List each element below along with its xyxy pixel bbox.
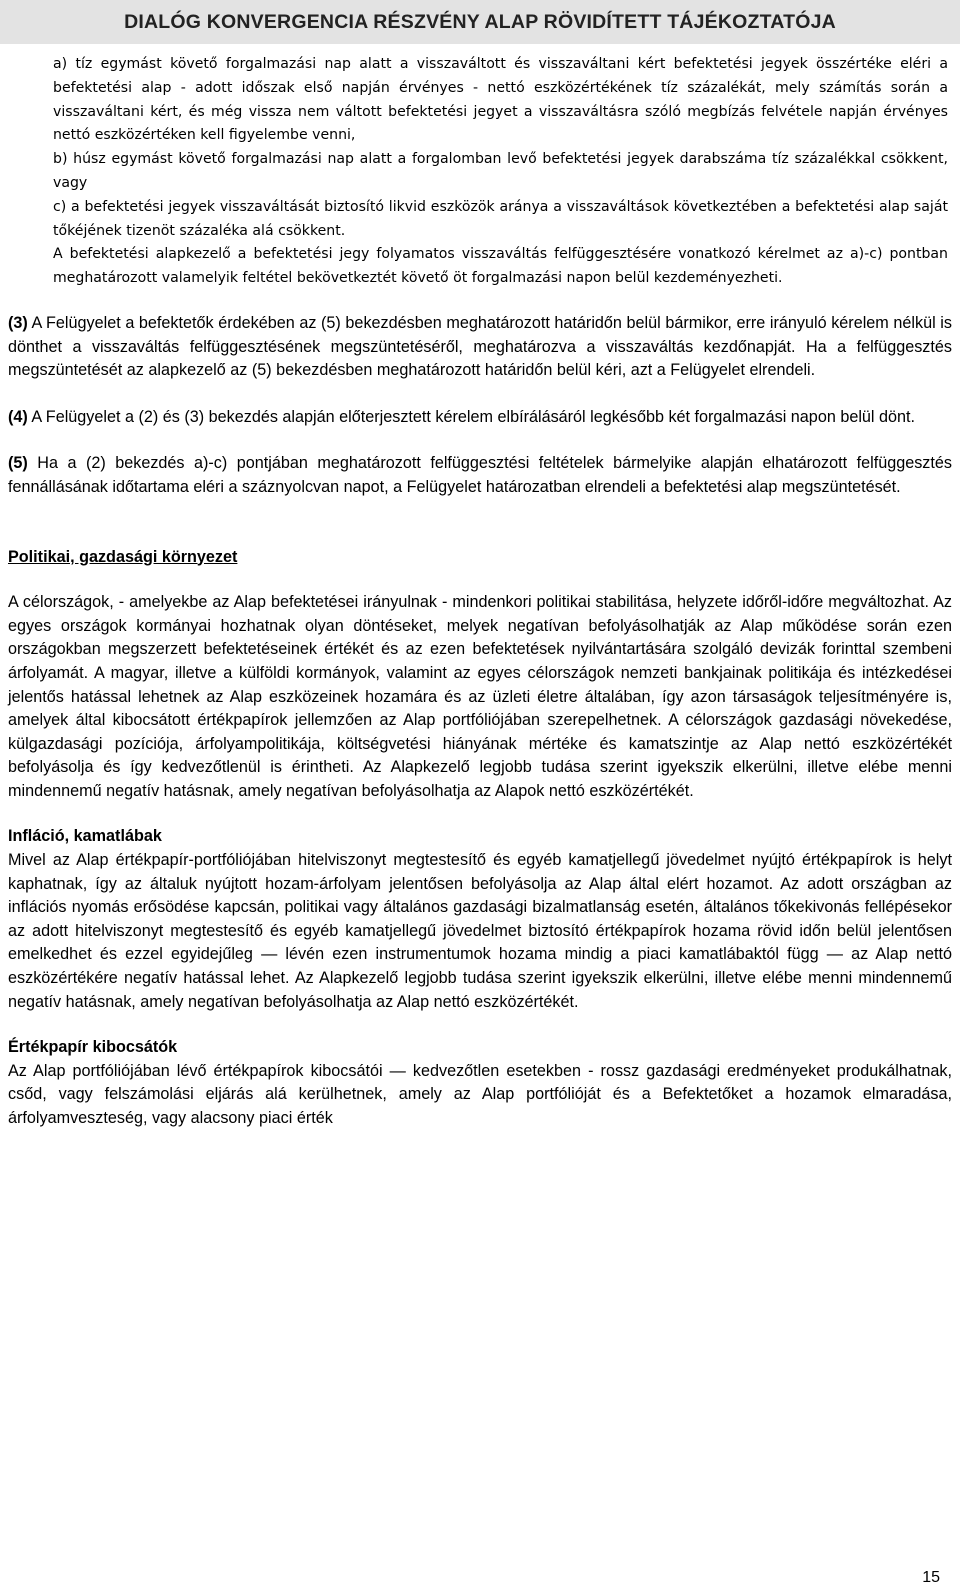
list-item-c: c) a befektetési jegyek visszaváltását biztosító likvid eszközök aránya a visszaváltások következtében a befektetési alap saját tőkéjének tizenöt százaléka alá csökkent. [53, 198, 948, 239]
section-heading-politikai: Politikai, gazdasági környezet [8, 547, 238, 566]
condition-list [8, 44, 952, 291]
section-text-politikai: A célországok, - amelyekbe az Alap befektetései irányulnak - mindenkori politikai stabilitása, helyzete időről-időre megváltozhat. Az egyes országok kormányai hozhatnak olyan döntéseket, melyek negatívan befolyásolhatják az Alap működése során ezen országokban megszerzett befektetéseinek értékét és az ezen befektetések nyilvántartására szolgáló devizák forinttal szembeni árfolyamát. A magyar, illetve a külföldi kormányok, valamint az egyes célországok nemzeti bankjainak politikája és intézkedései jelentős hatással lehetnek az Alap eszközeinek hozamára és az üzleti életre általában, így azon társaságok teljesítményére is, amelyek által kibocsátott értékpapírok jellemzően az Alap portfóliójában szerepelhetnek. A célországok gazdasági növekedése, külgazdasági pozíciója, árfolyampolitikája, költségvetési hiányának mértéke és kamatszintje az Alap nettó eszközértékét befolyásolja és így kedvezőtlenül is érintheti. Az Alapkezelő legjobb tudása szerint igyekszik elkerülni, illetve elébe menni mindennemű negatív hatásnak, amely negatívan befolyásolhatja az Alapok nettó eszközértékét. [8, 593, 952, 800]
paragraph-text: A Felügyelet a (2) és (3) bekezdés alapján előterjesztett kérelem elbírálásáról legkésőbb két forgalmazási napon belül dönt. [27, 407, 916, 426]
page-content [8, 44, 952, 1131]
paragraph-number: (4) [8, 407, 28, 426]
main-text [8, 312, 952, 1131]
paragraph-text: A Felügyelet a befektetők érdekében az (5) bekezdésben meghatározott határidőn belül bármikor, erre irányuló kérelem nélkül is dönthet a visszaváltás felfüggesztésének megszüntetéséről, meghatározva a visszaváltás kezdőnapját. Ha a felfüggesztés megszüntetését az alapkezelő az (5) bekezdésben meghatározott határidőn belül kéri, azt a Felügyelet elrendeli. [8, 313, 952, 380]
section-heading-inflacio: Infláció, kamatlábak [8, 827, 162, 846]
list-item-b: b) húsz egymást követő forgalmazási nap alatt a forgalomban levő befektetési jegyek darabszáma tíz százalékkal csökkent, vagy [53, 151, 948, 191]
document-title: DIALÓG KONVERGENCIA RÉSZVÉNY ALAP RÖVIDÍTETT TÁJÉKOZTATÓJA [124, 10, 836, 33]
paragraph-5 [8, 452, 952, 499]
document-header [0, 0, 960, 44]
paragraph-text: Ha a (2) bekezdés a)-c) pontjában meghatározott felfüggesztési feltételek bármelyike alapján elhatározott felfüggesztés fennállásának időtartama eléri a száznyolcvan napot, a Felügyelet határozatban elrendeli a befektetési alap megszüntetését. [8, 454, 952, 496]
section-text-inflacio: Mivel az Alap értékpapír-portfóliójában hitelviszonyt megtestesítő és egyéb kamatjellegű jövedelmet nyújtó értékpapírok is helyt kaphatnak, így az általuk nyújtott hozam-árfolyam jelentősen befolyásolja az Alap által elért hozamot. Az adott országban az inflációs nyomás erősödése kapcsán, politikai vagy általános gazdasági bizalmatlanság esetén, általános tőkekivonás fellépésekor az adott hitelviszonyt megtestesítő és egyéb kamatjellegű jövedelmet biztosító értékpapírok hozama rövid időn belül jelentősen emelkedhet és ezzel egyidejűleg — lévén ezen instrumentumok hozama mindig a piaci kamatlábaktól függ — az Alap nettó eszközértékére negatív hatással lehet. Az Alapkezelő legjobb tudása szerint igyekszik elkerülni, illetve elébe menni mindennemű negatív hatásnak, amely negatívan befolyásolhatja az Alap nettó eszközértékét. [8, 851, 952, 1011]
list-tail-paragraph: A befektetési alapkezelő a befektetési jegy folyamatos visszaváltás felfüggesztésére vonatkozó kérelmet az a)-c) pontban meghatározott valamelyik feltétel bekövetkeztét követő öt forgalmazási napon belül kezdeményezheti. [53, 246, 948, 287]
paragraph-3 [8, 312, 952, 383]
section-text-ertekpapir: Az Alap portfóliójában lévő értékpapírok kibocsátói — kedvezőtlen esetekben - rossz gazdasági eredményeket produkálhatnak, csőd, vagy felszámolási eljárás alá kerülhetnek, amely az Alap portfólióját és a Befektetőket a hozamok elmaradása, árfolyamveszteség, vagy alacsony piaci érték [8, 1061, 952, 1127]
section-heading-ertekpapir: Értékpapír kibocsátók [8, 1038, 178, 1057]
list-item-a: a) tíz egymást követő forgalmazási nap alatt a visszaváltott és visszaváltani kért befektetési jegyek összértéke eléri a befektetési alap - adott időszak első napján érvényes - nettó eszközértékének tíz százalékát, mely számítás során a visszaváltani kért, és még vissza nem váltott befektetési jegyet a visszaváltásra szóló megbízás felvétele napján érvényes nettó eszközértéken kell figyelembe venni, [53, 56, 948, 144]
paragraph-4 [8, 406, 952, 430]
paragraph-number: (5) [8, 454, 28, 473]
paragraph-number: (3) [8, 313, 28, 332]
page-number: 15 [922, 1569, 940, 1586]
